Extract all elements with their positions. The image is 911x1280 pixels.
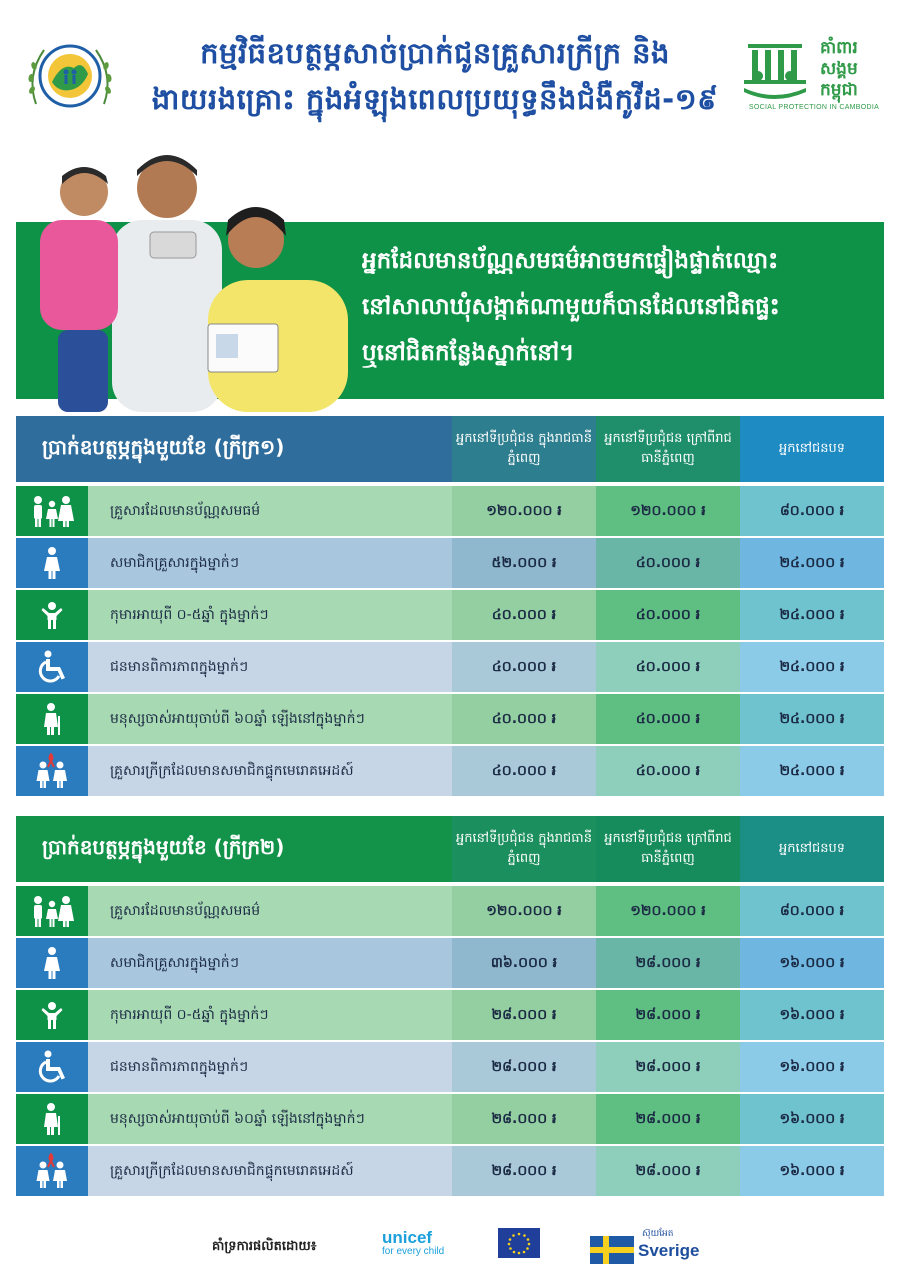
value-other-urban: ១២០.០០០ ៛ [596,886,740,936]
ministry-logo [22,34,118,118]
title-line-2: ងាយរងគ្រោះ ក្នុងអំឡុងពេលប្រយុទ្ធនឹងជំងឺកូវីដ-១៩ [151,82,719,116]
row-label: សមាជិកគ្រួសារក្នុងម្នាក់ៗ [88,538,452,588]
value-phnom-penh: ២៨.០០០ ៛ [452,1042,596,1092]
family-icon [16,486,88,536]
sweden-name: Sverige [638,1241,700,1260]
value-rural: ២៤.០០០ ៛ [740,642,884,692]
social-protection-subtitle: SOCIAL PROTECTION IN CAMBODIA [748,104,880,111]
person-icon [16,938,88,988]
value-other-urban: ២៨.០០០ ៛ [596,938,740,988]
table-row [16,1042,884,1092]
value-phnom-penh: ២៨.០០០ ៛ [452,990,596,1040]
value-other-urban: ៤០.០០០ ៛ [596,642,740,692]
value-other-urban: ១២០.០០០ ៛ [596,486,740,536]
family-icon [16,886,88,936]
row-label: គ្រួសារដែលមានប័ណ្ណសមធម៌ [88,486,452,536]
table-header [16,416,884,482]
value-other-urban: ៤០.០០០ ៛ [596,590,740,640]
value-phnom-penh: ៤០.០០០ ៛ [452,642,596,692]
wheelchair-icon [16,642,88,692]
unicef-name: unicef [382,1228,433,1247]
table-row [16,694,884,744]
logo-text-2: សង្គម [820,59,858,79]
row-label: កុមារអាយុពី ០-៥ឆ្នាំ ក្នុងម្នាក់ៗ [88,590,452,640]
child-icon [16,590,88,640]
family-photo [22,140,352,412]
value-phnom-penh: ២៨.០០០ ៛ [452,1146,596,1196]
child-icon [16,990,88,1040]
table-row [16,538,884,588]
value-phnom-penh: ១២០.០០០ ៛ [452,486,596,536]
column-header-phnom-penh: អ្នកនៅទីប្រជុំជន ក្នុងរាជធានីភ្នំពេញ [452,416,596,482]
footer [0,1210,911,1280]
table-row [16,886,884,936]
value-phnom-penh: ៤០.០០០ ៛ [452,746,596,796]
value-phnom-penh: ១២០.០០០ ៛ [452,886,596,936]
wheelchair-icon [16,1042,88,1092]
column-header-other-urban: អ្នកនៅទីប្រជុំជន ក្រៅពីរាជធានីភ្នំពេញ [596,416,740,482]
table-row [16,1146,884,1196]
sweden-khmer-label: ស៊ុយអែត [642,1229,674,1239]
header [0,0,911,140]
row-label: សមាជិកគ្រួសារក្នុងម្នាក់ៗ [88,938,452,988]
row-label: ជនមានពិការភាពក្នុងម្នាក់ៗ [88,1042,452,1092]
elderly-icon [16,694,88,744]
hero-line-2: នៅសាលាឃុំសង្កាត់ណាមួយក៏បានដែលនៅជិតផ្ទះ [362,294,780,320]
elderly-icon [16,1094,88,1144]
value-other-urban: ៤០.០០០ ៛ [596,746,740,796]
row-label: មនុស្សចាស់អាយុចាប់ពី ៦០ឆ្នាំ ឡើងនៅក្នុងម្នាក់ៗ [88,694,452,744]
hero-line-1: អ្នកដែលមានប័ណ្ណសមធម៌អាចមកផ្ទៀងផ្ទាត់ឈ្មោះ [362,248,779,274]
hiv-family-icon [16,1146,88,1196]
person-icon [16,538,88,588]
column-header-rural: អ្នកនៅជនបទ [740,416,884,482]
column-header-phnom-penh: អ្នកនៅទីប្រជុំជន ក្នុងរាជធានីភ្នំពេញ [452,816,596,882]
page-title [150,30,720,122]
hero-message [362,238,872,376]
value-rural: ២៤.០០០ ៛ [740,590,884,640]
value-rural: ១៦.០០០ ៛ [740,1094,884,1144]
sweden-logo [590,1228,700,1268]
value-other-urban: ២៨.០០០ ៛ [596,1042,740,1092]
table-row [16,1094,884,1144]
value-phnom-penh: ៤០.០០០ ៛ [452,590,596,640]
table-row [16,746,884,796]
table-header [16,816,884,882]
table-row [16,642,884,692]
row-label: គ្រួសារដែលមានប័ណ្ណសមធម៌ [88,886,452,936]
hiv-family-icon [16,746,88,796]
value-other-urban: ២៨.០០០ ៛ [596,1094,740,1144]
unicef-logo [382,1228,458,1257]
value-phnom-penh: ២៨.០០០ ៛ [452,1094,596,1144]
unicef-tagline: for every child [382,1246,445,1257]
table-row [16,486,884,536]
value-phnom-penh: ៤០.០០០ ៛ [452,694,596,744]
table-title: ប្រាក់ឧបត្ថម្ភក្នុងមួយខែ (ក្រីក្រ១) [16,416,452,482]
table-row [16,990,884,1040]
logo-text-3: កម្ពុជា [820,80,858,100]
value-phnom-penh: ៥២.០០០ ៛ [452,538,596,588]
value-rural: ២៤.០០០ ៛ [740,694,884,744]
value-rural: ១៦.០០០ ៛ [740,990,884,1040]
hero-line-3: ឬនៅជិតកន្លែងស្នាក់នៅ។ [362,340,575,366]
value-other-urban: ៤០.០០០ ៛ [596,694,740,744]
value-phnom-penh: ៣៦.០០០ ៛ [452,938,596,988]
value-other-urban: ២៨.០០០ ៛ [596,990,740,1040]
value-rural: ១៦.០០០ ៛ [740,938,884,988]
logo-text-1: គាំពារ [820,38,858,58]
value-rural: ២៤.០០០ ៛ [740,538,884,588]
table-row [16,590,884,640]
column-header-rural: អ្នកនៅជនបទ [740,816,884,882]
column-header-other-urban: អ្នកនៅទីប្រជុំជន ក្រៅពីរាជធានីភ្នំពេញ [596,816,740,882]
value-rural: ១៦.០០០ ៛ [740,1042,884,1092]
sweden-flag-icon [590,1236,634,1264]
row-label: គ្រួសារក្រីក្រដែលមានសមាជិកផ្ទុកមេរោគអេដស៍ [88,1146,452,1196]
value-rural: ៨០.០០០ ៛ [740,886,884,936]
table-row [16,938,884,988]
row-label: កុមារអាយុពី ០-៥ឆ្នាំ ក្នុងម្នាក់ៗ [88,990,452,1040]
value-other-urban: ៤០.០០០ ៛ [596,538,740,588]
title-line-1: កម្មវិធីឧបត្ថម្ភសាច់ប្រាក់ជូនគ្រួសារក្រីក្រ និង [200,36,670,70]
eu-flag-icon [498,1228,540,1258]
value-rural: ១៦.០០០ ៛ [740,1146,884,1196]
row-label: មនុស្សចាស់អាយុចាប់ពី ៦០ឆ្នាំ ឡើងនៅក្នុងម្នាក់ៗ [88,1094,452,1144]
table-title: ប្រាក់ឧបត្ថម្ភក្នុងមួយខែ (ក្រីក្រ២) [16,816,452,882]
value-other-urban: ២៨.០០០ ៛ [596,1146,740,1196]
support-label: គាំទ្រការផលិតដោយ៖ [212,1239,317,1254]
social-protection-logo [738,36,888,126]
value-rural: ៨០.០០០ ៛ [740,486,884,536]
row-label: ជនមានពិការភាពក្នុងម្នាក់ៗ [88,642,452,692]
value-rural: ២៤.០០០ ៛ [740,746,884,796]
row-label: គ្រួសារក្រីក្រដែលមានសមាជិកផ្ទុកមេរោគអេដស៍ [88,746,452,796]
